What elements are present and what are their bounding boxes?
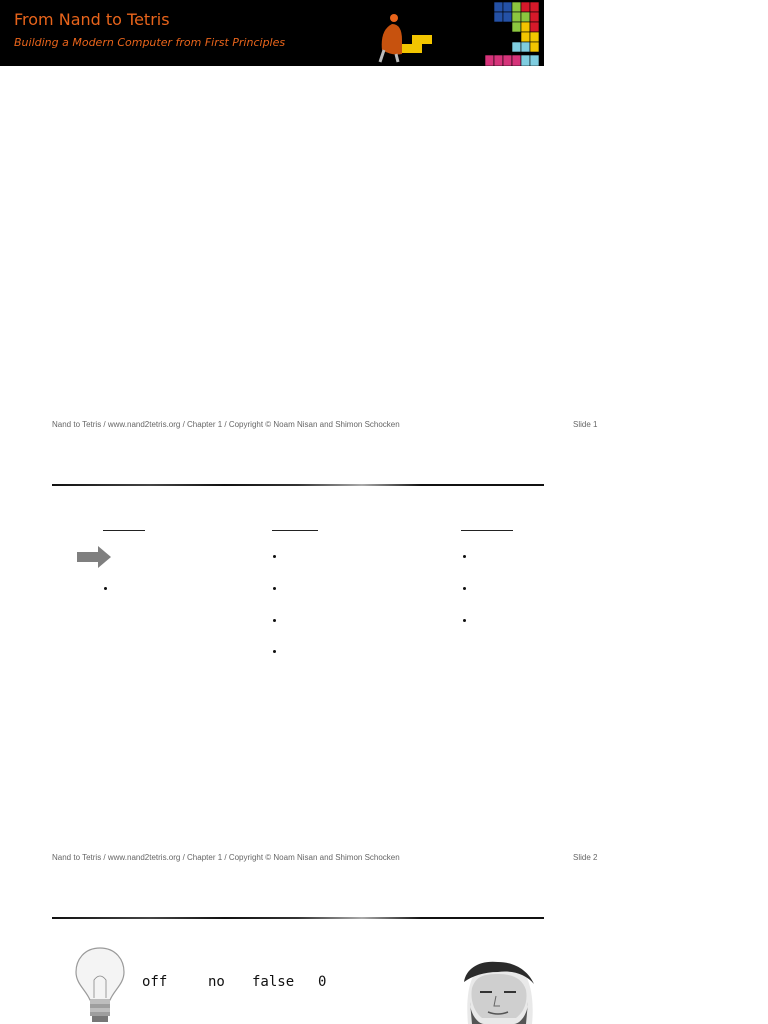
column-2-heading-line — [272, 530, 318, 531]
slide-1-footer: Nand to Tetris / www.nand2tetris.org / Chapter 1 / Copyright © Noam Nisan and Shimon Schocken — [52, 420, 400, 429]
banner-subtitle: Building a Modern Computer from First Principles — [14, 36, 286, 49]
slide-3-title-rule — [52, 917, 544, 919]
column-1-heading-line — [103, 530, 145, 531]
bool-word-off: off — [142, 974, 168, 990]
column-3-bullet — [463, 587, 466, 590]
title-banner — [0, 0, 544, 66]
slide-2-footer: Nand to Tetris / www.nand2tetris.org / Chapter 1 / Copyright © Noam Nisan and Shimon Schocken — [52, 853, 400, 862]
bool-word-false: false — [252, 974, 295, 990]
column-1-bullet — [104, 587, 107, 590]
column-2-bullet — [273, 650, 276, 653]
column-2-bullet — [273, 555, 276, 558]
robot-mascot-icon — [366, 10, 436, 66]
portrait-photo — [454, 952, 544, 1024]
column-3-bullet — [463, 555, 466, 558]
bool-word-no: no — [208, 974, 225, 990]
banner-title: From Nand to Tetris — [14, 10, 170, 29]
slide-2-number: Slide 2 — [573, 853, 598, 862]
slide-1-number: Slide 1 — [573, 420, 598, 429]
column-3-heading-line — [461, 530, 513, 531]
column-2-bullet — [273, 619, 276, 622]
column-2-bullet — [273, 587, 276, 590]
light-bulb-icon — [72, 944, 128, 1024]
column-3-bullet — [463, 619, 466, 622]
boolean-words — [142, 974, 326, 990]
slide-2-title-rule — [52, 484, 544, 486]
bool-word-zero: 0 — [318, 974, 327, 990]
tetris-blocks-icon — [484, 0, 544, 66]
right-arrow-icon — [76, 545, 112, 569]
